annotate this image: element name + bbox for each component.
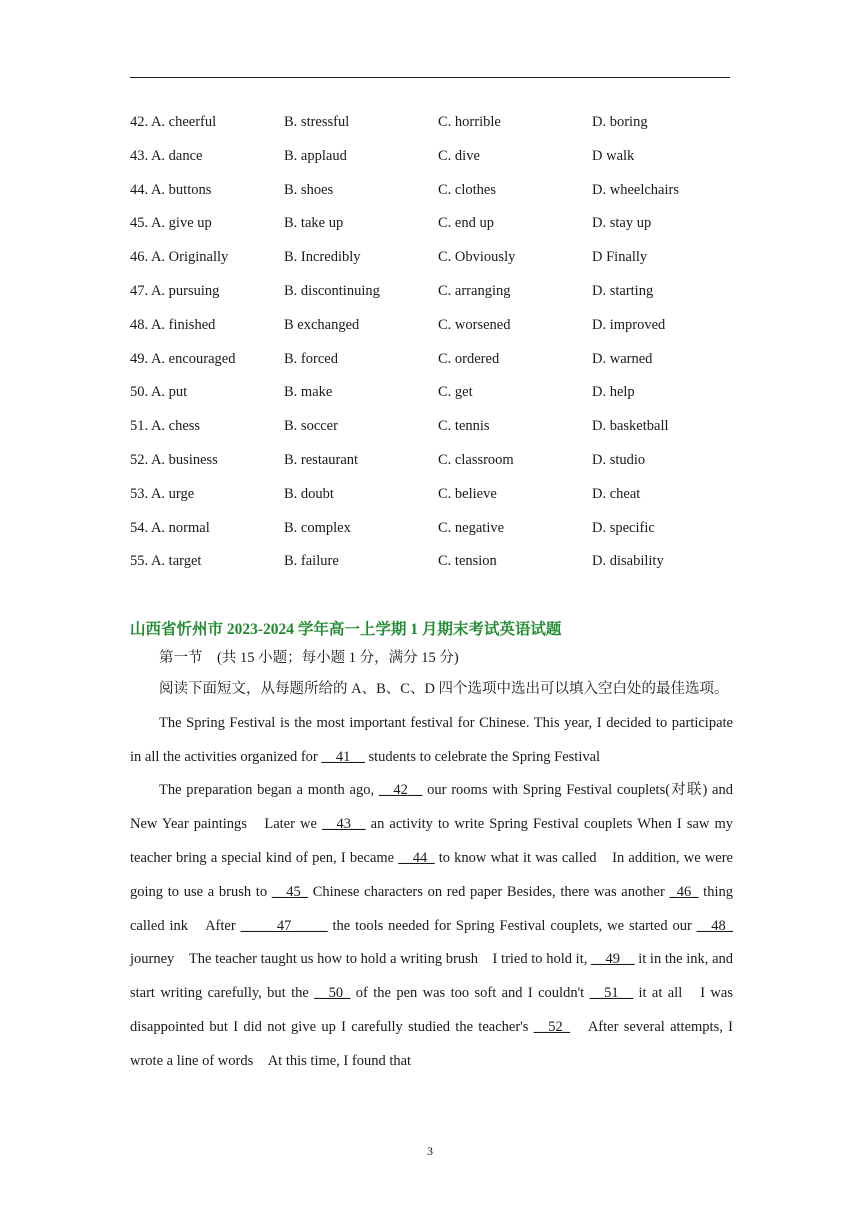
option-d: D. studio — [592, 451, 646, 468]
option-a: 51. A. chess — [130, 418, 201, 435]
option-b: B. applaud — [284, 147, 347, 164]
option-a: 48. A. finished — [130, 316, 216, 333]
passage-paragraph-2 — [130, 774, 733, 1078]
option-b: B. shoes — [284, 181, 334, 198]
option-row — [130, 549, 730, 583]
option-b: B. soccer — [284, 418, 338, 435]
option-b: B. Incredibly — [284, 249, 361, 266]
option-b: B exchanged — [284, 316, 360, 333]
option-a: 47. A. pursuing — [130, 282, 220, 299]
option-a: 45. A. give up — [130, 215, 212, 232]
option-row — [130, 448, 730, 482]
passage-text: to know what it was called In addition, we were going to use a brush to — [130, 849, 733, 900]
passage-text: thing called ink After — [130, 883, 733, 934]
answer-blank: __44_ — [398, 849, 435, 866]
answer-blank: __43__ — [322, 816, 366, 833]
option-d: D walk — [592, 147, 635, 164]
option-d: D. starting — [592, 282, 654, 299]
option-c: C. clothes — [438, 181, 496, 198]
option-row — [130, 347, 730, 381]
option-row — [130, 144, 730, 178]
option-c: C. dive — [438, 147, 480, 164]
option-row — [130, 380, 730, 414]
option-b: B. failure — [284, 553, 339, 570]
answer-options-table — [130, 110, 730, 583]
option-d: D. specific — [592, 519, 655, 536]
option-c: C. horrible — [438, 114, 501, 130]
passage-text: it in the ink, and start writing carefully, but the — [130, 951, 733, 1002]
option-b: B. complex — [284, 519, 351, 536]
option-a: 42. A. cheerful — [130, 114, 217, 130]
answer-blank: _46_ — [669, 883, 699, 900]
answer-blank: _____47_____ — [240, 917, 328, 934]
option-a: 43. A. dance — [130, 147, 203, 164]
option-row — [130, 516, 730, 550]
option-row — [130, 414, 730, 448]
option-c: C. classroom — [438, 451, 514, 468]
answer-blank: __45_ — [271, 883, 309, 900]
option-d: D. disability — [592, 553, 664, 570]
option-d: D. basketball — [592, 418, 669, 435]
option-c: C. end up — [438, 215, 494, 232]
option-b: B. take up — [284, 215, 344, 232]
option-c: C. negative — [438, 519, 505, 536]
option-d: D. help — [592, 384, 635, 401]
option-a: 50. A. put — [130, 384, 188, 401]
passage-text: of the pen was too soft and I couldn't — [350, 985, 590, 1002]
passage-text: an activity to write Spring Festival couplets When I saw my teacher bring a special kind of pen, I became — [130, 816, 734, 866]
option-a: 55. A. target — [130, 553, 202, 570]
option-row — [130, 279, 730, 313]
option-a: 53. A. urge — [130, 485, 195, 502]
option-c: C. tension — [438, 553, 497, 570]
option-c: C. Obviously — [438, 249, 516, 266]
passage-text: the tools needed for Spring Festival couplets, we started our — [327, 917, 697, 934]
passage-text: it at all I was disappointed but I did not give up I carefully studied the teacher's — [130, 985, 733, 1035]
passage-text: The preparation began a month ago, — [159, 782, 379, 799]
passage-text: The Spring Festival is the most important festival for Chinese. This year, I decided to participate in all the activities organized for — [130, 714, 733, 765]
exam-section — [130, 617, 733, 1079]
option-c: C. worsened — [438, 316, 511, 333]
passage-text: journey The teacher taught us how to hold a writing brush I tried to hold it, — [130, 951, 592, 968]
option-c: C. get — [438, 384, 473, 401]
option-a: 54. A. normal — [130, 519, 210, 536]
answer-blank: __50_ — [314, 985, 351, 1002]
answer-blank: __52_ — [533, 1018, 570, 1035]
passage-text: students to celebrate the Spring Festival — [364, 748, 601, 765]
option-b: B. doubt — [284, 485, 334, 502]
option-d: D. stay up — [592, 215, 652, 232]
option-row — [130, 313, 730, 347]
option-a: 44. A. buttons — [130, 181, 212, 198]
option-d: D. boring — [592, 114, 648, 130]
section-title: 山西省忻州市 2023-2024 学年高一上学期 1 月期末考试英语试题 — [130, 621, 562, 638]
option-d: D. improved — [592, 316, 666, 333]
option-c: C. ordered — [438, 350, 500, 367]
option-d: D Finally — [592, 249, 648, 266]
option-row — [130, 245, 730, 279]
answer-blank: __49__ — [591, 951, 635, 968]
passage-text: Chinese characters on red paper Besides, there was another — [308, 883, 670, 900]
option-row — [130, 110, 730, 144]
section-instruction: 阅读下面短文，从每题所给的 A、B、C、D 四个选项中选出可以填入空白处的最佳选项。 — [159, 681, 729, 697]
page-number: 3 — [427, 1144, 433, 1158]
answer-blank: __41__ — [321, 748, 365, 765]
answer-blank: __48_ — [696, 917, 733, 934]
answer-blank: __42__ — [378, 782, 423, 799]
option-c: C. believe — [438, 485, 497, 502]
passage-text: After several attempts, I wrote a line of words At this time, I found that — [130, 1018, 733, 1069]
section-part-heading: 第一节 (共 15 小题；每小题 1 分，满分 15 分) — [159, 650, 459, 666]
option-a: 52. A. business — [130, 451, 218, 468]
option-a: 49. A. encouraged — [130, 350, 236, 367]
option-b: B. restaurant — [284, 451, 359, 468]
option-row — [130, 211, 730, 245]
option-b: B. discontinuing — [284, 282, 380, 299]
option-c: C. arranging — [438, 282, 511, 299]
option-d: D. wheelchairs — [592, 181, 679, 198]
option-d: D. cheat — [592, 485, 641, 502]
option-b: B. stressful — [284, 114, 350, 130]
option-b: B. forced — [284, 350, 338, 367]
answer-blank: __51__ — [589, 985, 634, 1002]
option-c: C. tennis — [438, 418, 490, 435]
option-b: B. make — [284, 384, 333, 401]
option-a: 46. A. Originally — [130, 249, 229, 266]
passage-paragraph-1 — [130, 707, 733, 775]
option-row — [130, 178, 730, 212]
option-row — [130, 482, 730, 516]
header-rule — [130, 77, 730, 78]
passage-text: our rooms with Spring Festival couplets(对联) and New Year paintings Later we — [130, 782, 733, 833]
option-d: D. warned — [592, 350, 653, 367]
